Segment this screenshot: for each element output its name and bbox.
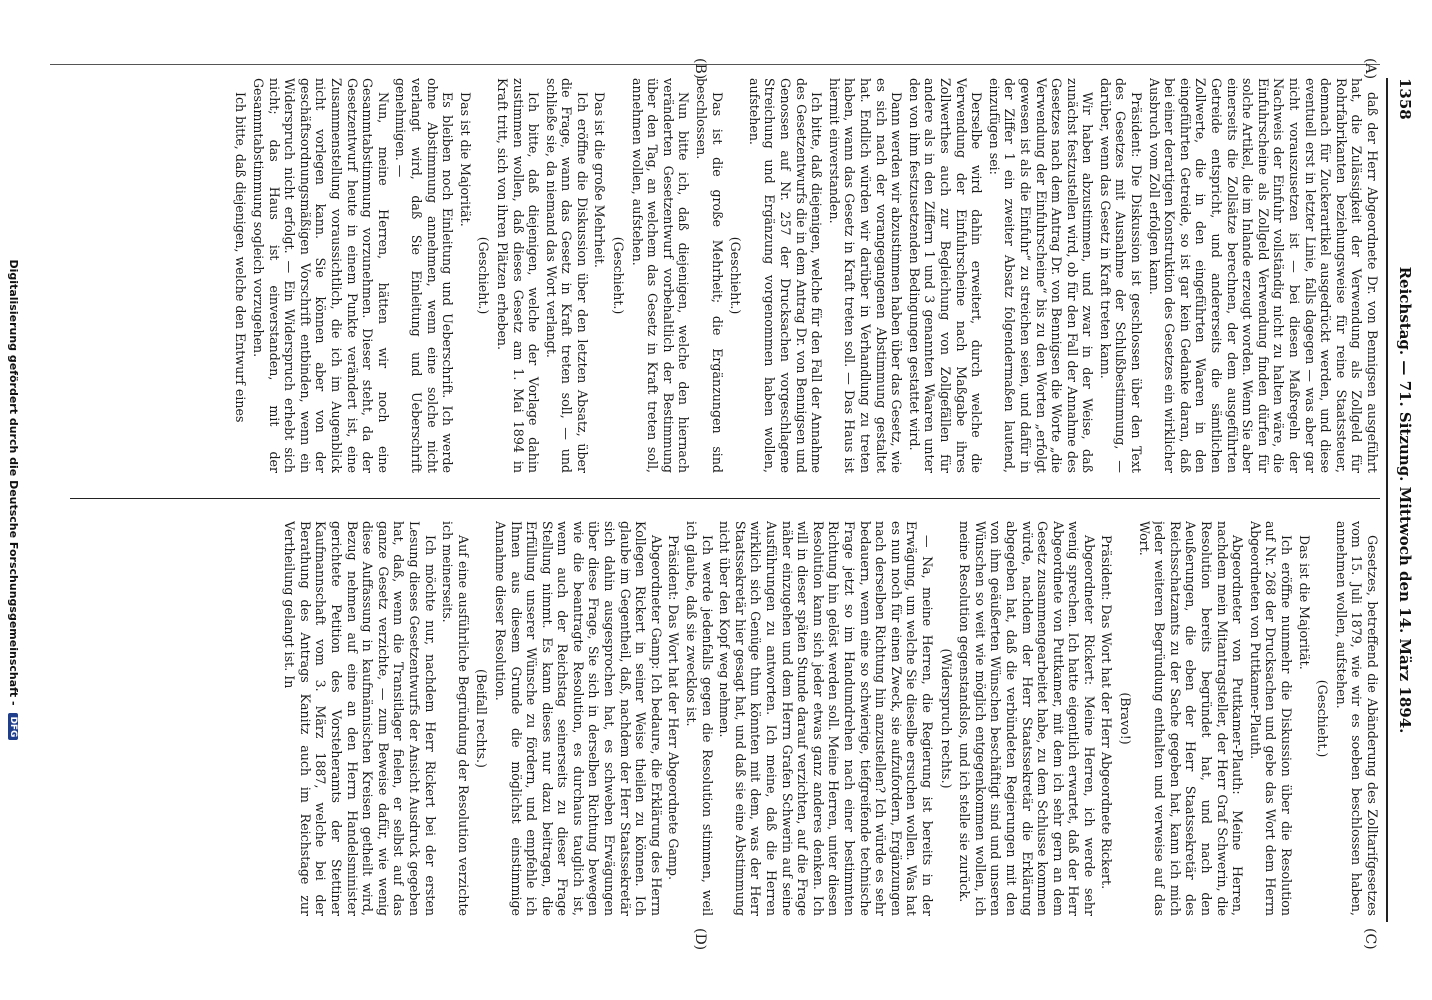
paragraph: daß der Herr Abgeordnete Dr. von Bennigsen ausgeführt hat, die Zulässigkeit der Verwendung als Zollgeld für Rohrfabrikanten beziehungsweise für reine Staatssteuer, demnach für Zuckerartikel ausgedrückt werden, und diese eventuell erst in letzter Linie, falls dagegen — was aber gar nicht vorauszusetzen ist — bei diesen Maßregeln der Nachweis der Einfuhr vollständig nicht zu halten wäre, die Einfuhrscheine als Zollgeld Verwendung finden dürfen für solche Artikel, die im Inlande erzeugt worden. Wenn Sie aber einerseits die Zollsätze berechnen, der dem ausgeführten Getreide entspricht, und andererseits die sämtlichen Zollwerte, die in den eingeführten Waaren in den eingeführten Getreide, so ist gar kein Gedanke daran, daß bei einer derartigen Konstruktion des Gesetzes ein wirklicher Ausbruch vom Zoll erfolgen kann. bbox=[1146, 78, 1380, 473]
credit-text: Digitalisierung gefördert durch die Deutsche Forschungsgemeinschaft - bbox=[7, 259, 20, 706]
stage-direction: (Widerspruch rechts.) bbox=[938, 648, 954, 789]
right-column bbox=[60, 521, 1380, 916]
left-column bbox=[60, 78, 1380, 473]
dfg-logo: DFG bbox=[8, 713, 18, 740]
stage-direction: (Bravo!) bbox=[1118, 692, 1134, 745]
speech-paragraph: Abgeordneter Rickert: Meine Herren, ich werde sehr wenig sprechen. Ich hatte eigentlich erwartet, daß der Herr Abgeordnete von Puttkamer, mit dem ich sehr gern an dem Gesetz zusammengearbeitet habe, zu dem Schlusse kommen würde, nachdem der Herr Staatssekretär die Erklärung abgegeben hat, daß die verbündeten Regierungen mit den von ihm geäußerten Wünschen beschäftigt sind und unseren Wünschen so weit wie möglich entgegenkommen wollen, ich meine Resolution gegenstandslos, und ich stelle sie zurück. bbox=[957, 521, 1097, 916]
paragraph: Präsident: Das Wort hat der Herr Abgeordnete Gamp. bbox=[666, 535, 682, 880]
digitization-credit bbox=[4, 0, 20, 1000]
paragraph: Auf eine ausführliche Begründung der Resolution verzichte ich meinerseits. bbox=[440, 521, 471, 916]
paragraph: Das ist die große Mehrheit; die Ergänzungen sind beschlossen. bbox=[694, 78, 725, 473]
paragraph: Präsident: Das Wort hat der Herr Abgeordnete Rickert. bbox=[1099, 535, 1115, 890]
paragraph: — Na, meine Herren, die Regierung ist bereits in der Erwägung, um welche Sie dieselbe ersuchen wollen. Was hat es nun noch für einen Zweck, sie aufzufordern, Ergänzungen nach derselben Richtung hin anzustellen? Ich würde es sehr bedauern, wenn eine so schwierige, tiefgreifende technische Frage jetzt so im Handumdrehen nach einer bestimmten Richtung hin gelöst werden soll. Meine Herren, unter diesen Resolution kann sich jeder etwas ganz anderes denken. Ich will in dieser späten Stunde darauf verzichten, auf die Frage näher einzugehen und dem Herrn Grafen Schwerin auf seine Ausführungen zu antworten. Ich meine, daß die Herren wirklich sich Genüge thun könnten mit dem, was der Herr Staatssekretär hier gesagt hat, und daß sie eine Abstimmung nicht über den Kopf weg nehmen. bbox=[717, 521, 935, 916]
paragraph: Ich bitte, daß diejenigen, welche für den Fall der Annahme des Gesetzentwurfs die in dem Antrag Dr. von Bennigsen und Genossen auf Nr. 257 der Drucksachen vorgeschlagene Streichung und Ergänzung vorgenommen haben wollen, aufstehen. bbox=[746, 78, 825, 473]
paragraph: Ich bitte, daß diejenigen, welche der Vorlage dahin zustimmen wollen, daß dieses Gesetz am 1. Mai 1894 in Kraft tritt, sich von ihren Plätzen erheben. bbox=[494, 78, 542, 473]
running-header bbox=[1392, 78, 1414, 922]
paragraph: Ich möchte nur, nachdem Herr Rickert bei der ersten Lesung dieses Gesetzentwurfs der Ansicht Ausdruck gegeben hat, daß, wenn die Transitlager fielen, er selbst auf das ganze Gesetz verzichte, — zum Beweise dafür, wie wenig diese Auffassung in kaufmännischen Kreisen getheilt wird, Bezug nehmen auf eine an den Herrn Handelsminister gerichtete Petition des Vorsteheramts der Stettiner Kaufmannschaft vom 3. März 1887, welche bei der Berathung des Antrags Kanitz auch im Reichstage zur Vertheilung gelangt ist. In bbox=[282, 521, 438, 916]
paragraph: Das ist die große Mehrheit. bbox=[592, 92, 608, 268]
margin-mark-b: (B) bbox=[692, 58, 708, 80]
paragraph: Ich werde jedenfalls gegen die Resolution stimmen, weil ich glaube, daß sie zwecklos ist. bbox=[684, 521, 715, 916]
paragraph: Ich eröffne die Diskussion über den letzten Absatz, über die Frage, wann das Gesetz in Kraft treten soll, — und schließe sie, da niemand das Wort verlangt. bbox=[543, 78, 590, 473]
column-divider bbox=[70, 498, 1380, 499]
paragraph: Gesetzes, betreffend die Abänderung des Zolltarifgesetzes vom 15. Juli 1879, wie wir es soeben beschlossen haben, annehmen wollen, aufstehen. bbox=[1333, 521, 1380, 916]
margin-mark-a: (A) bbox=[1362, 58, 1378, 80]
quoted-amendment: Derselbe wird dahin erweitert, durch welche die Verwendung der Einfuhrscheine nach Maßgabe ihres Zollwerthes auch zur Begleichung von Zollgefällen für andere als in den Ziffern 1 und 3 genannten Waaren unter den von ihm festzusetzenden Bedingungen gestattet wird. bbox=[906, 78, 985, 473]
speech-paragraph: Abgeordneter Gamp: Ich bedaure, die Erklärung des Herrn Kollegen Rickert in seiner Weise theilen zu können. Ich glaube im Gegentheil, daß, nachdem der Herr Staatssekretär sich dahin ausgesprochen hat, es schweben Erwägungen über diese Frage, Sie sich in derselben Richtung bewegen wie die beantragte Resolution, es durchaus tauglich ist, wenn auch der Reichstag seinerseits zu dieser Frage Stellung nimmt. Es kann dieses nur dazu beitragen, die Erfüllung unserer Wünsche zu fördern, und empfehle ich Ihnen aus diesem Grunde die möglichst einstimmige Annahme dieser Resolution. bbox=[492, 521, 664, 916]
margin-mark-c: (C) bbox=[1362, 928, 1378, 950]
paragraph: Das ist die Majorität. bbox=[457, 92, 473, 227]
stage-direction: (Geschieht.) bbox=[728, 236, 744, 315]
paragraph: Nun, meine Herren, hätten wir noch eine Gesammtabstimmung vorzunehmen. Dieser steht, da der Gesetzentwurf heute in einem Punkte verändert ist, eine Zusammenstellung voraussichtlich, die ich im Augenblick nicht vorlegen kann. Sie können aber von der geschäftsordnungsmäßigen Vorschrift entbinden, wenn ein Widerspruch nicht erfolgt. — Ein Widerspruch erhebt sich nicht; das Haus ist einverstanden, mit der Gesammtabstimmung sogleich vorzugehen. bbox=[251, 78, 391, 473]
margin-line bbox=[50, 64, 1380, 65]
paragraph: Das ist die Majorität. bbox=[1296, 535, 1312, 670]
speech-paragraph: Abgeordneter von Puttkamer-Plauth: Meine Herren, nachdem mein Mitantragsteller, der Herr Graf Schwerin, die Resolution bereits begründet hat, und nach den Aeußerungen, die eben der Herr Staatssekretär des Reichsschatzamts zu der Sache gegeben hat, kann ich mich jeder weiteren Begründung enthalten und verweise auf das Wort. bbox=[1136, 521, 1246, 916]
stage-direction: (Geschieht.) bbox=[476, 236, 492, 315]
margin-mark-d: (D) bbox=[692, 928, 708, 951]
paragraph: Präsident: Die Diskussion ist geschlossen über den Text des Gesetzes mit Ausnahme der Schlußbestimmung, — darüber, wenn das Gesetz in Kraft treten kann. bbox=[1097, 78, 1145, 473]
stage-direction: (Beifall rechts.) bbox=[474, 669, 490, 768]
page-number: 1358 bbox=[1396, 78, 1414, 120]
header-title: Reichstag. — 71. Sitzung. Mittwoch den 14. März 1894. bbox=[1396, 266, 1414, 734]
stage-direction: (Geschieht.) bbox=[1315, 679, 1331, 758]
paragraph: Dann werden wir abzustimmen haben über das Gesetz, wie es sich nach der vorangegangenen Abstimmung gestaltet hat. Endlich würden wir darüber in Verhandlung zu treten haben, wann das Gesetz in Kraft treten soll. — Das Haus ist hiermit einverstanden. bbox=[826, 78, 905, 473]
paragraph: Wir haben abzustimmen, und zwar in der Weise, daß zunächst festzustellen wird, ob für den Fall der Annahme des Gesetzes nach dem Antrag Dr. von Bennigsen die Worte „die Verwendung der Einfuhrscheine“ bis zu den Worten „erfolgt gewesen ist als die Einfuhr“ zu streichen seien, und dafür in der Ziffer 1 ein zweiter Absatz folgendermaßen lautend, einzufügen sei: bbox=[986, 78, 1096, 473]
paragraph: Ich eröffne nunmehr die Diskussion über die Resolution auf Nr. 268 der Drucksachen und gebe das Wort dem Herrn Abgeordneten von Puttkamer-Plauth. bbox=[1247, 521, 1295, 916]
paragraph: Ich bitte, daß diejenigen, welche den Entwurf eines bbox=[233, 92, 249, 423]
header-rule bbox=[1386, 78, 1388, 922]
paragraph: Nun bitte ich, daß diejenigen, welche den hiernach veränderten Gesetzentwurf vorbehaltlich der Bestimmung über den Tag, an welchem das Gesetz in Kraft treten soll, annehmen wollen, aufstehen. bbox=[629, 78, 692, 473]
paragraph: Es bleiben noch Einleitung und Ueberschrift. Ich werde ohne Abstimmung annehmen, wenn eine solche nicht verlangt wird, daß Sie Einleitung und Ueberschrift genehmigen. — bbox=[393, 78, 456, 473]
stage-direction: (Geschieht.) bbox=[611, 236, 627, 315]
